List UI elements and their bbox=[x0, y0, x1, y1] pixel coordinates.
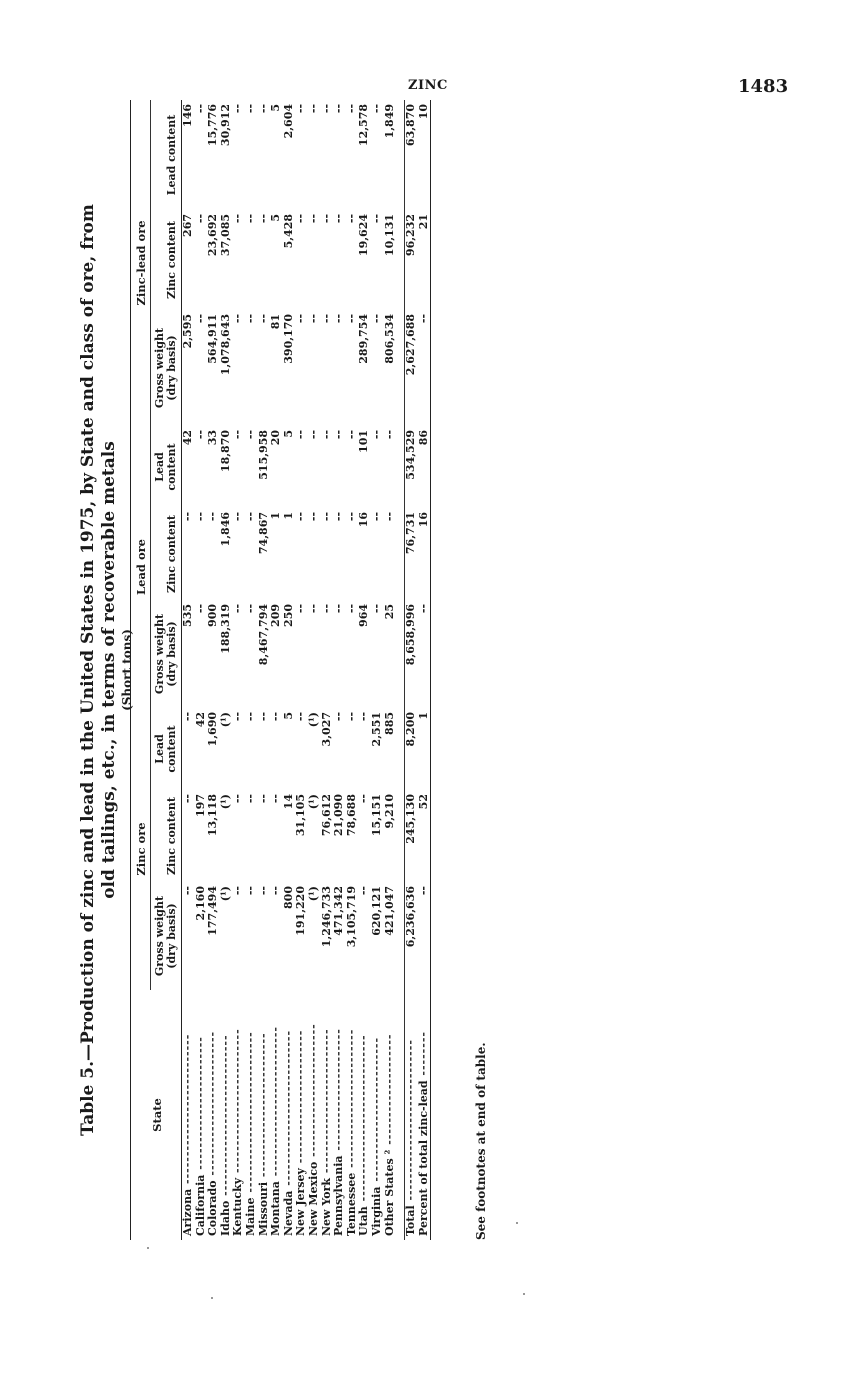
value-cell: -- bbox=[306, 213, 320, 224]
dot-leader: ---------------------------- bbox=[281, 1029, 295, 1191]
value-cell: 250 bbox=[281, 603, 295, 627]
value-cell: -- bbox=[306, 603, 320, 614]
value-cell: 564,911 bbox=[206, 313, 220, 364]
value-cell: -- bbox=[357, 794, 371, 804]
value-cell: 74,867 bbox=[256, 511, 270, 555]
value-cell: 21,090 bbox=[332, 794, 346, 837]
column-header-2: Lead content bbox=[153, 725, 178, 773]
table-row bbox=[384, 100, 397, 1240]
value-cell: 515,958 bbox=[256, 429, 270, 480]
value-cell: -- bbox=[294, 313, 308, 324]
value-cell: -- bbox=[306, 103, 320, 114]
dot-leader: -------------------------- bbox=[319, 1028, 333, 1178]
value-cell: 2,604 bbox=[281, 103, 295, 139]
value-cell: 9,210 bbox=[382, 794, 396, 829]
state-name: Virginia bbox=[369, 1186, 383, 1236]
value-cell: 146 bbox=[181, 103, 194, 127]
value-cell: -- bbox=[193, 213, 207, 224]
value-cell: 16 bbox=[418, 508, 431, 600]
value-cell: -- bbox=[206, 511, 220, 522]
value-cell: 96,232 bbox=[405, 210, 418, 310]
value-cell: -- bbox=[231, 313, 245, 324]
state-name: Percent of total zinc-lead bbox=[416, 1080, 430, 1236]
value-cell: 30,912 bbox=[218, 103, 232, 147]
state-column-header: State bbox=[149, 1098, 164, 1132]
dot-leader: ------------------------ bbox=[294, 1029, 308, 1169]
value-cell: -- bbox=[294, 603, 308, 614]
dot-leader: --------------------------- bbox=[269, 1026, 283, 1182]
value-cell: 800 bbox=[281, 886, 295, 909]
value-cell: 18,870 bbox=[218, 429, 232, 473]
value-cell: 390,170 bbox=[281, 313, 295, 364]
value-cell: 1 bbox=[269, 511, 283, 520]
value-cell: -- bbox=[382, 511, 396, 522]
dot-leader: -------------------- bbox=[382, 1033, 396, 1150]
value-cell: -- bbox=[193, 511, 207, 522]
value-cell: 2,595 bbox=[181, 313, 194, 349]
value-cell: -- bbox=[269, 886, 283, 896]
scan-speck bbox=[523, 1293, 525, 1295]
column-header-0: Gross weight (dry basis) bbox=[153, 895, 178, 977]
value-cell: -- bbox=[193, 429, 207, 440]
value-cell: -- bbox=[181, 886, 194, 896]
value-cell: -- bbox=[181, 794, 194, 804]
page-number: 1483 bbox=[738, 76, 789, 97]
dot-leader: ----------------------------- bbox=[218, 1034, 232, 1201]
value-cell: 1 bbox=[418, 708, 431, 790]
state-name: New York bbox=[319, 1177, 333, 1236]
value-cell: -- bbox=[294, 103, 308, 114]
value-cell: 21 bbox=[418, 210, 431, 310]
value-cell: 37,085 bbox=[218, 213, 232, 257]
value-cell: -- bbox=[418, 882, 431, 990]
group-header-zinc-ore: Zinc ore bbox=[131, 708, 151, 990]
value-cell: -- bbox=[243, 603, 257, 614]
value-cell: -- bbox=[294, 429, 308, 440]
value-cell: -- bbox=[332, 313, 346, 324]
value-cell: 76,612 bbox=[319, 794, 333, 837]
column-header-4: Zinc content bbox=[165, 515, 178, 593]
dot-leader: -------------------------- bbox=[256, 1032, 270, 1182]
value-cell: -- bbox=[344, 711, 358, 722]
value-cell: 8,467,794 bbox=[256, 603, 270, 666]
value-cell: 42 bbox=[193, 711, 207, 728]
table-total-row bbox=[418, 100, 431, 1240]
value-cell: -- bbox=[231, 429, 245, 440]
value-cell: 5,428 bbox=[281, 213, 295, 249]
value-cell: -- bbox=[344, 213, 358, 224]
value-cell: 421,047 bbox=[382, 886, 396, 936]
state-name: Kentucky bbox=[231, 1177, 245, 1236]
value-cell: 3,027 bbox=[319, 711, 333, 747]
column-header-1: Zinc content bbox=[165, 797, 178, 875]
value-cell: -- bbox=[181, 511, 194, 522]
value-cell: -- bbox=[332, 103, 346, 114]
value-cell: 964 bbox=[357, 603, 371, 627]
table-footnote: See footnotes at end of table. bbox=[474, 1042, 488, 1240]
value-cell: 15,776 bbox=[206, 103, 220, 147]
dot-leader: -------------------------- bbox=[206, 1030, 220, 1181]
value-cell: -- bbox=[231, 213, 245, 224]
state-cell bbox=[418, 990, 431, 1240]
value-cell: -- bbox=[269, 794, 283, 804]
value-cell: 52 bbox=[418, 790, 431, 882]
dot-leader: -------------------------- bbox=[231, 1028, 245, 1178]
value-cell: 19,624 bbox=[357, 213, 371, 257]
value-cell: -- bbox=[243, 213, 257, 224]
state-name: Tennessee bbox=[344, 1172, 358, 1236]
value-cell: -- bbox=[306, 429, 320, 440]
value-cell: 23,692 bbox=[206, 213, 220, 257]
value-cell: 86 bbox=[418, 426, 431, 508]
value-cell: -- bbox=[193, 103, 207, 114]
value-cell: -- bbox=[306, 313, 320, 324]
value-cell: -- bbox=[269, 711, 283, 722]
value-cell: 10 bbox=[418, 100, 431, 210]
value-cell: -- bbox=[243, 886, 257, 896]
value-cell: 177,494 bbox=[206, 886, 220, 936]
value-cell: 191,220 bbox=[294, 886, 308, 936]
value-cell: -- bbox=[319, 103, 333, 114]
value-cell: -- bbox=[256, 711, 270, 722]
value-cell: -- bbox=[306, 511, 320, 522]
value-cell: 3,105,719 bbox=[344, 886, 358, 948]
value-cell: -- bbox=[332, 429, 346, 440]
value-cell: 1,078,643 bbox=[218, 313, 232, 376]
production-table bbox=[130, 100, 431, 1240]
state-cell bbox=[384, 990, 397, 1240]
column-header-5: Lead content bbox=[153, 443, 178, 491]
value-cell: -- bbox=[193, 603, 207, 614]
value-cell: 101 bbox=[357, 429, 371, 453]
value-cell: (¹) bbox=[306, 886, 320, 902]
state-name: California bbox=[193, 1174, 207, 1236]
table-header bbox=[131, 100, 182, 1240]
value-cell: -- bbox=[319, 511, 333, 522]
value-cell: -- bbox=[231, 511, 245, 522]
state-name: Maine bbox=[243, 1197, 257, 1236]
value-cell: -- bbox=[357, 886, 371, 896]
value-cell: 81 bbox=[269, 313, 283, 330]
value-cell: -- bbox=[243, 313, 257, 324]
table-unit: (Short tons) bbox=[120, 629, 134, 711]
value-cell: 2,551 bbox=[369, 711, 383, 747]
value-cell: 5 bbox=[281, 429, 295, 438]
value-cell: -- bbox=[231, 794, 245, 804]
value-cell: 8,658,996 bbox=[405, 600, 418, 708]
value-cell: -- bbox=[231, 711, 245, 722]
value-cell: 188,319 bbox=[218, 603, 232, 654]
value-cell: -- bbox=[418, 310, 431, 426]
value-cell: 620,121 bbox=[369, 886, 383, 936]
value-cell: 1,246,733 bbox=[319, 886, 333, 948]
value-cell: -- bbox=[243, 103, 257, 114]
value-cell: -- bbox=[357, 711, 371, 722]
value-cell: -- bbox=[319, 429, 333, 440]
state-name: Nevada bbox=[281, 1190, 295, 1236]
value-cell: -- bbox=[243, 429, 257, 440]
value-cell: -- bbox=[332, 603, 346, 614]
value-cell: -- bbox=[181, 711, 194, 722]
value-cell: 534,529 bbox=[405, 426, 418, 508]
value-cell: -- bbox=[294, 213, 308, 224]
dot-leader: ---------------------- bbox=[332, 1028, 346, 1156]
dot-leader: -------- bbox=[416, 1031, 430, 1081]
value-cell: -- bbox=[319, 213, 333, 224]
value-cell: -- bbox=[231, 886, 245, 896]
value-cell: -- bbox=[256, 213, 270, 224]
value-cell: 806,534 bbox=[382, 313, 396, 364]
column-header-3: Gross weight (dry basis) bbox=[153, 613, 178, 695]
state-name: Idaho bbox=[218, 1200, 232, 1236]
value-cell: 13,118 bbox=[206, 794, 220, 837]
value-cell: -- bbox=[344, 313, 358, 324]
value-cell: -- bbox=[294, 711, 308, 722]
state-name: Other States ² bbox=[382, 1149, 396, 1236]
value-cell: 5 bbox=[269, 103, 283, 112]
value-cell: 10,131 bbox=[382, 213, 396, 257]
value-cell: -- bbox=[344, 603, 358, 614]
dot-leader: ------------------------ bbox=[193, 1036, 207, 1175]
value-cell: 885 bbox=[382, 711, 396, 735]
value-cell: -- bbox=[256, 886, 270, 896]
scan-speck bbox=[211, 1297, 213, 1299]
value-cell: -- bbox=[332, 511, 346, 522]
value-cell: -- bbox=[369, 511, 383, 522]
value-cell: 1,846 bbox=[218, 511, 232, 547]
state-name: New Jersey bbox=[294, 1168, 308, 1236]
value-cell: -- bbox=[243, 794, 257, 804]
value-cell: 42 bbox=[181, 429, 194, 446]
table-body bbox=[182, 100, 431, 1240]
value-cell: -- bbox=[344, 429, 358, 440]
state-name: Arizona bbox=[181, 1188, 194, 1236]
dot-leader: --------------------------- bbox=[181, 1033, 194, 1189]
value-cell: 535 bbox=[181, 603, 194, 627]
scan-speck bbox=[516, 1222, 518, 1224]
value-cell: 5 bbox=[281, 711, 295, 720]
state-name: Utah bbox=[357, 1206, 371, 1236]
value-cell: 16 bbox=[357, 511, 371, 528]
state-name: Total bbox=[404, 1205, 418, 1236]
value-cell: -- bbox=[319, 603, 333, 614]
value-cell: 1,849 bbox=[382, 103, 396, 139]
value-cell: 14 bbox=[281, 794, 295, 810]
dot-leader: ------------------------ bbox=[306, 1023, 320, 1162]
value-cell: 245,130 bbox=[405, 790, 418, 882]
value-cell: (¹) bbox=[306, 711, 320, 728]
value-cell: -- bbox=[369, 103, 383, 114]
value-cell: -- bbox=[332, 711, 346, 722]
value-cell: 900 bbox=[206, 603, 220, 627]
value-cell: 6,236,636 bbox=[405, 882, 418, 990]
value-cell: 1 bbox=[281, 511, 295, 520]
value-cell: 2,627,688 bbox=[405, 310, 418, 426]
value-cell: 76,731 bbox=[405, 508, 418, 600]
value-cell: -- bbox=[294, 511, 308, 522]
value-cell: -- bbox=[256, 794, 270, 804]
value-cell: 1,690 bbox=[206, 711, 220, 747]
value-cell: 8,200 bbox=[405, 708, 418, 790]
value-cell: -- bbox=[382, 429, 396, 440]
value-cell: 33 bbox=[206, 429, 220, 446]
value-cell: 15,151 bbox=[369, 794, 383, 837]
value-cell: (¹) bbox=[306, 794, 320, 810]
column-header-6: Gross weight (dry basis) bbox=[153, 327, 178, 409]
value-cell: -- bbox=[369, 313, 383, 324]
value-cell: 12,578 bbox=[357, 103, 371, 147]
dot-leader: ------------------------------ bbox=[357, 1034, 371, 1207]
value-cell: 267 bbox=[181, 213, 194, 237]
value-cell: -- bbox=[344, 511, 358, 522]
value-cell: -- bbox=[231, 103, 245, 114]
dot-leader: ----------------------------- bbox=[243, 1031, 257, 1198]
value-cell: -- bbox=[319, 313, 333, 324]
value-cell: -- bbox=[369, 213, 383, 224]
value-cell: 78,688 bbox=[344, 794, 358, 837]
state-name: New Mexico bbox=[306, 1161, 320, 1236]
value-cell: -- bbox=[418, 600, 431, 708]
value-cell: -- bbox=[256, 313, 270, 324]
value-cell: -- bbox=[332, 213, 346, 224]
state-name: Pennsylvania bbox=[332, 1155, 346, 1236]
value-cell: -- bbox=[256, 103, 270, 114]
value-cell: 31,105 bbox=[294, 794, 308, 837]
column-header-7: Zinc content bbox=[165, 221, 178, 299]
value-cell: (¹) bbox=[218, 711, 232, 728]
value-cell: 20 bbox=[269, 429, 283, 446]
value-cell: -- bbox=[231, 603, 245, 614]
value-cell: 63,870 bbox=[405, 100, 418, 210]
running-head: ZINC bbox=[408, 78, 448, 93]
dot-leader: ------------------------- bbox=[344, 1028, 358, 1173]
dot-leader: -------------------------- bbox=[369, 1036, 383, 1187]
value-cell: -- bbox=[369, 429, 383, 440]
scan-speck bbox=[147, 1247, 149, 1249]
value-cell: 197 bbox=[193, 794, 207, 817]
value-cell: 471,342 bbox=[332, 886, 346, 936]
table-title: Table 5.—Production of zinc and lead in the United States in 1975, by State and class of ore, from old tailings, etc., in terms of recoverable metals bbox=[78, 204, 119, 1136]
state-name: Montana bbox=[269, 1181, 283, 1236]
value-cell: 5 bbox=[269, 213, 283, 222]
value-cell: -- bbox=[193, 313, 207, 324]
value-cell: 2,160 bbox=[193, 886, 207, 921]
value-cell: (¹) bbox=[218, 794, 232, 810]
state-name: Colorado bbox=[206, 1180, 220, 1236]
value-cell: -- bbox=[344, 103, 358, 114]
table-caption bbox=[78, 100, 134, 1240]
column-header-8: Lead content bbox=[165, 114, 178, 196]
value-cell: (¹) bbox=[218, 886, 232, 902]
dot-leader: ----------------------------- bbox=[404, 1039, 418, 1206]
value-cell: -- bbox=[243, 711, 257, 722]
group-header-lead-ore: Lead ore bbox=[131, 426, 151, 708]
group-header-zinc-lead-ore: Zinc-lead ore bbox=[131, 100, 151, 426]
value-cell: 25 bbox=[382, 603, 396, 620]
rotated-table-panel bbox=[72, 100, 512, 1240]
value-cell: 209 bbox=[269, 603, 283, 627]
value-cell: -- bbox=[243, 511, 257, 522]
state-name: Missouri bbox=[256, 1181, 270, 1236]
value-cell: -- bbox=[369, 603, 383, 614]
value-cell: 289,754 bbox=[357, 313, 371, 364]
